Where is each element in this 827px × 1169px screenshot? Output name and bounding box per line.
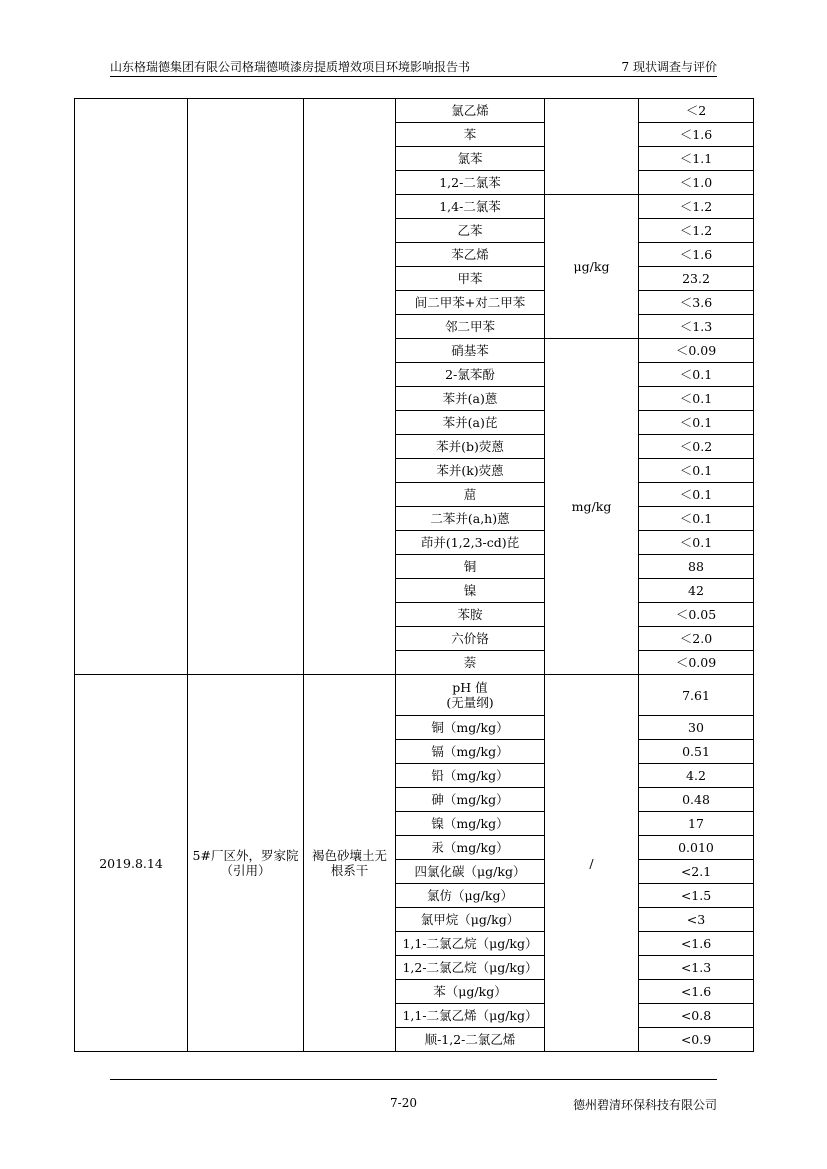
item-value-cell: 30 [639, 716, 754, 740]
unit-cell: μg/kg [545, 195, 639, 339]
item-name-cell: 茚并(1,2,3-cd)芘 [396, 531, 545, 555]
item-name-cell: 邻二甲苯 [396, 315, 545, 339]
footer-company: 德州碧清环保科技有限公司 [572, 1098, 717, 1112]
item-value-cell: 23.2 [639, 267, 754, 291]
item-value-cell: <1.6 [639, 980, 754, 1004]
item-value-cell: ＜0.1 [639, 507, 754, 531]
item-value-cell: 0.51 [639, 740, 754, 764]
table-body [75, 99, 754, 1052]
item-value-cell: 42 [639, 579, 754, 603]
item-value-cell: ＜0.09 [639, 339, 754, 363]
item-value-cell: 7.61 [639, 675, 754, 716]
item-name-cell: 苯 [396, 123, 545, 147]
item-value-cell: <1.5 [639, 884, 754, 908]
report-title: 山东格瑞德集团有限公司格瑞德喷漆房提质增效项目环境影响报告书 [110, 60, 471, 74]
item-name-cell: 甲苯 [396, 267, 545, 291]
item-value-cell: ＜0.05 [639, 603, 754, 627]
item-name-cell: 苯并(a)芘 [396, 411, 545, 435]
item-value-cell: ＜1.3 [639, 315, 754, 339]
item-name-cell [396, 675, 545, 716]
item-name-cell: 硝基苯 [396, 339, 545, 363]
item-value-cell: ＜0.1 [639, 483, 754, 507]
item-name-cell: 乙苯 [396, 219, 545, 243]
item-name-cell: 1,1-二氯乙烯（μg/kg） [396, 1004, 545, 1028]
date-cell: 2019.8.14 [75, 675, 188, 1052]
item-name-cell: 六价铬 [396, 627, 545, 651]
item-value-cell: 17 [639, 812, 754, 836]
item-value-cell: ＜1.2 [639, 219, 754, 243]
page-number: 7-20 [390, 1096, 417, 1110]
item-name-cell: 2-氯苯酚 [396, 363, 545, 387]
item-value-cell: ＜2 [639, 99, 754, 123]
item-name-cell: 顺-1,2-二氯乙烯 [396, 1028, 545, 1052]
item-name-cell: 1,1-二氯乙烷（μg/kg） [396, 932, 545, 956]
item-name-cell: 氯苯 [396, 147, 545, 171]
item-name-cell: 砷（mg/kg） [396, 788, 545, 812]
item-name-cell: 苯胺 [396, 603, 545, 627]
item-value-cell: ＜1.6 [639, 123, 754, 147]
table-row [75, 675, 754, 716]
item-value-cell: ＜2.0 [639, 627, 754, 651]
item-value-cell: ＜0.2 [639, 435, 754, 459]
item-value-cell: ＜1.0 [639, 171, 754, 195]
ph-label: pH 值 [452, 680, 488, 695]
item-name-cell: 二苯并(a,h)蒽 [396, 507, 545, 531]
location-cell [188, 99, 304, 675]
item-name-cell: 苯并(a)蒽 [396, 387, 545, 411]
item-name-cell: 苯并(b)荧蒽 [396, 435, 545, 459]
item-name-cell: 䓛 [396, 483, 545, 507]
item-name-cell: 镍（mg/kg） [396, 812, 545, 836]
monitoring-table [74, 98, 754, 1052]
monitoring-table-wrapper [74, 98, 753, 1052]
item-name-cell: 1,2-二氯乙烷（μg/kg） [396, 956, 545, 980]
chapter-title: 7 现状调查与评价 [621, 60, 717, 74]
item-name-cell: 镍 [396, 579, 545, 603]
item-name-cell: 铜（mg/kg） [396, 716, 545, 740]
item-name-cell: 苯乙烯 [396, 243, 545, 267]
location-cell: 5#厂区外，罗家院（引用） [188, 675, 304, 1052]
item-value-cell: ＜0.1 [639, 411, 754, 435]
unit-cell [545, 99, 639, 195]
item-value-cell: 0.48 [639, 788, 754, 812]
item-name-cell: 氯乙烯 [396, 99, 545, 123]
table-row [75, 99, 754, 123]
item-name-cell: 铜 [396, 555, 545, 579]
item-value-cell: ＜0.1 [639, 363, 754, 387]
item-value-cell: ＜0.09 [639, 651, 754, 675]
item-name-cell: 苯（μg/kg） [396, 980, 545, 1004]
footer-divider [110, 1079, 717, 1080]
item-value-cell: ＜0.1 [639, 459, 754, 483]
unit-cell: mg/kg [545, 339, 639, 675]
item-value-cell: <0.8 [639, 1004, 754, 1028]
item-value-cell: ＜1.2 [639, 195, 754, 219]
page-header [110, 58, 717, 77]
item-value-cell: 88 [639, 555, 754, 579]
item-value-cell: ＜3.6 [639, 291, 754, 315]
item-name-cell: 间二甲苯+对二甲苯 [396, 291, 545, 315]
item-name-cell: 氯甲烷（μg/kg） [396, 908, 545, 932]
item-value-cell: 0.010 [639, 836, 754, 860]
item-name-cell: 1,4-二氯苯 [396, 195, 545, 219]
item-value-cell: <2.1 [639, 860, 754, 884]
item-value-cell: ＜0.1 [639, 387, 754, 411]
soil-cell [304, 99, 396, 675]
date-cell [75, 99, 188, 675]
item-name-cell: 汞（mg/kg） [396, 836, 545, 860]
item-name-cell: 苯并(k)荧蒽 [396, 459, 545, 483]
item-name-cell: 四氯化碳（μg/kg） [396, 860, 545, 884]
item-name-cell: 萘 [396, 651, 545, 675]
ph-unit-label: (无量纲) [446, 695, 494, 710]
item-name-cell: 1,2-二氯苯 [396, 171, 545, 195]
item-value-cell: <3 [639, 908, 754, 932]
item-value-cell: <0.9 [639, 1028, 754, 1052]
item-name-cell: 氯仿（μg/kg） [396, 884, 545, 908]
item-value-cell: ＜0.1 [639, 531, 754, 555]
unit-cell: / [545, 675, 639, 1052]
item-value-cell: <1.3 [639, 956, 754, 980]
item-value-cell: ＜1.1 [639, 147, 754, 171]
item-value-cell: <1.6 [639, 932, 754, 956]
item-name-cell: 镉（mg/kg） [396, 740, 545, 764]
item-value-cell: ＜1.6 [639, 243, 754, 267]
soil-cell: 褐色砂壤土无根系干 [304, 675, 396, 1052]
item-name-cell: 铅（mg/kg） [396, 764, 545, 788]
item-value-cell: 4.2 [639, 764, 754, 788]
